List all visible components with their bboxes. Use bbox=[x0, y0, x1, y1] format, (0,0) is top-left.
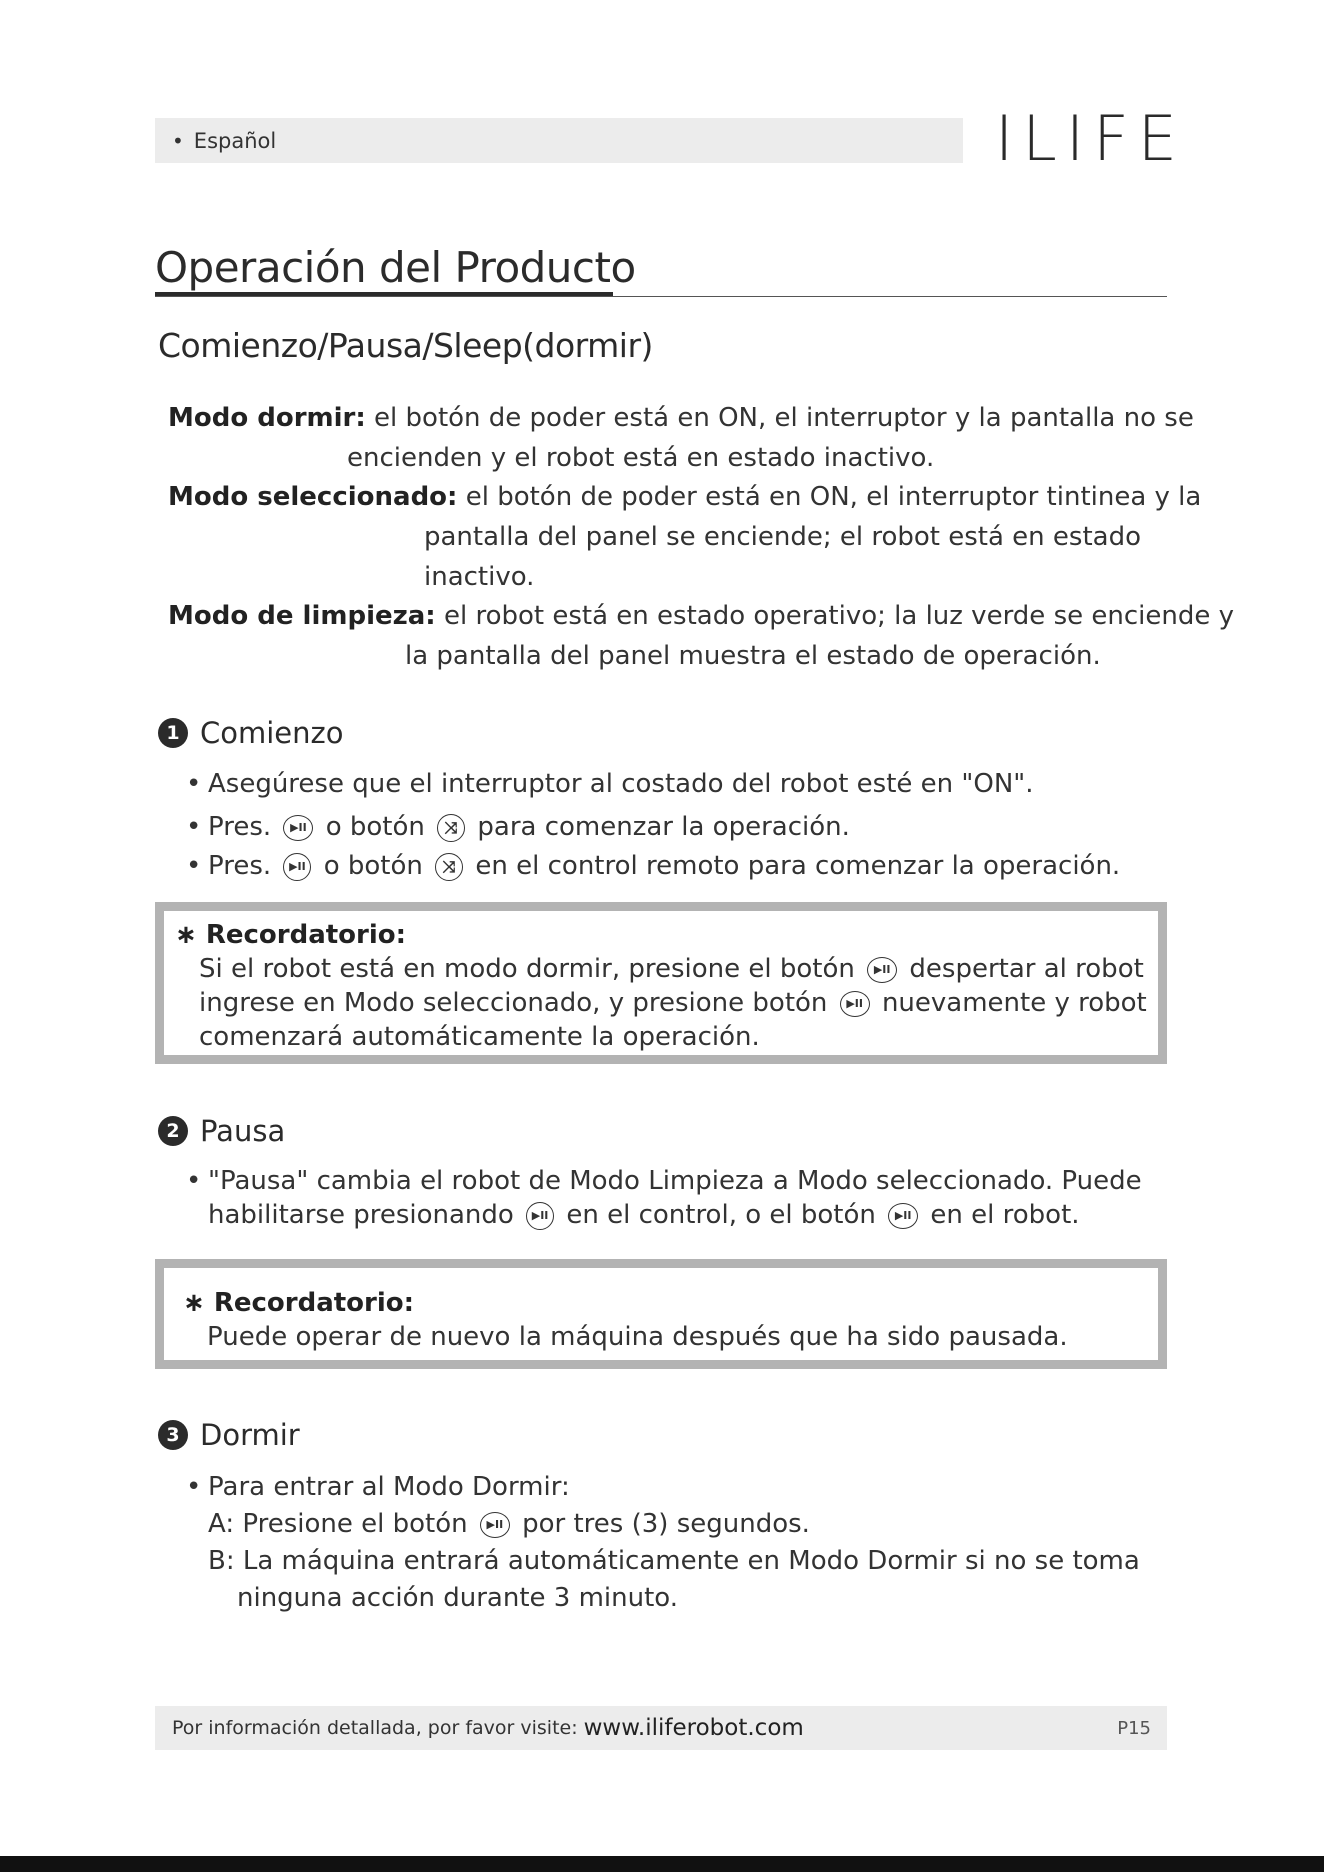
list-item: • Pres. ▶II o botón ⤨ en el control remoto para comenzar la operación. bbox=[186, 851, 1121, 881]
list-item-cont bbox=[186, 1198, 1080, 1232]
list-item: • Pres. ▶II o botón ⤨ para comenzar la operación. bbox=[186, 812, 850, 842]
heading-comienzo bbox=[158, 716, 344, 750]
mode-label: Modo seleccionado: bbox=[168, 482, 458, 512]
heading-text: Dormir bbox=[200, 1418, 300, 1452]
mode-dormir bbox=[168, 398, 1194, 478]
section-title: Comienzo/Pausa/Sleep(dormir) bbox=[158, 326, 653, 365]
bullet-text: B: La máquina entrará automáticamente en Modo Dormir si no se toma bbox=[208, 1546, 1140, 1576]
heading-dormir bbox=[158, 1418, 300, 1452]
number-badge: 1 bbox=[158, 718, 188, 748]
reminder-line bbox=[175, 986, 1158, 1020]
mode-limpieza bbox=[168, 596, 1234, 676]
play-pause-icon: ▶II bbox=[526, 1202, 554, 1230]
play-pause-icon: ▶II bbox=[840, 991, 870, 1017]
mode-text: el botón de poder está en ON, el interruptor y la pantalla no se bbox=[374, 403, 1194, 433]
list-item: • Asegúrese que el interruptor al costado del robot esté en "ON". bbox=[186, 769, 1034, 799]
reminder-line bbox=[175, 952, 1158, 986]
reminder-text: Si el robot está en modo dormir, presione el botón bbox=[199, 954, 855, 984]
bullet-text: por tres (3) segundos. bbox=[522, 1509, 810, 1539]
shuffle-icon: ⤨ bbox=[435, 853, 463, 881]
heading-text: Comienzo bbox=[200, 716, 344, 750]
bullet-text: Pres. bbox=[208, 851, 272, 881]
list-item-cont bbox=[186, 1581, 678, 1615]
bullet-text: "Pausa" cambia el robot de Modo Limpieza a Modo seleccionado. Puede bbox=[208, 1166, 1142, 1196]
bullet-text: para comenzar la operación. bbox=[477, 812, 850, 842]
mode-label: Modo de limpieza: bbox=[168, 601, 436, 631]
mode-text: la pantalla del panel muestra el estado de operación. bbox=[405, 641, 1101, 671]
title-rule bbox=[155, 296, 1167, 297]
page-number: P15 bbox=[1117, 1717, 1151, 1739]
play-pause-icon: ▶II bbox=[867, 957, 897, 983]
footer-text: Por información detallada, por favor visite: bbox=[172, 1717, 578, 1739]
mode-text: el robot está en estado operativo; la luz verde se enciende y bbox=[443, 601, 1234, 631]
language-bar bbox=[155, 118, 963, 163]
bullet-text: en el robot. bbox=[930, 1200, 1080, 1230]
reminder-line: comenzará automáticamente la operación. bbox=[199, 1022, 760, 1052]
reminder-box bbox=[155, 902, 1167, 1064]
list-item-cont bbox=[186, 1507, 810, 1541]
play-pause-icon: ▶II bbox=[888, 1203, 918, 1229]
bullet-text: A: Presione el botón bbox=[208, 1509, 468, 1539]
bullet-text: ninguna acción durante 3 minuto. bbox=[237, 1583, 678, 1613]
reminder-title: ∗ Recordatorio: bbox=[183, 1288, 415, 1318]
bottom-edge bbox=[0, 1856, 1324, 1872]
bullet-text: Para entrar al Modo Dormir: bbox=[208, 1472, 570, 1502]
bullet-text: en el control, o el botón bbox=[566, 1200, 876, 1230]
shuffle-icon: ⤨ bbox=[437, 814, 465, 842]
play-pause-icon: ▶II bbox=[283, 853, 311, 881]
language-label: Español bbox=[193, 128, 277, 153]
bullet-text: habilitarse presionando bbox=[208, 1200, 514, 1230]
reminder-line: Puede operar de nuevo la máquina después que ha sido pausada. bbox=[207, 1322, 1068, 1352]
page-title: Operación del Producto bbox=[155, 243, 636, 292]
brand-logo: ILIFE bbox=[995, 102, 1186, 175]
reminder-box bbox=[155, 1259, 1167, 1369]
mode-text: encienden y el robot está en estado inactivo. bbox=[347, 443, 935, 473]
list-item: • Para entrar al Modo Dormir: bbox=[186, 1472, 570, 1502]
play-pause-icon: ▶II bbox=[283, 815, 313, 841]
mode-text: inactivo. bbox=[424, 562, 535, 592]
reminder-title: ∗ Recordatorio: bbox=[175, 920, 407, 950]
reminder-text: despertar al robot bbox=[909, 954, 1144, 984]
mode-label: Modo dormir: bbox=[168, 403, 366, 433]
bullet-text: Pres. bbox=[208, 812, 272, 842]
website-link[interactable]: www.iliferobot.com bbox=[583, 1715, 804, 1741]
mode-seleccionado bbox=[168, 477, 1201, 597]
bullet-text: o botón bbox=[323, 851, 423, 881]
reminder-text: ingrese en Modo seleccionado, y presione botón bbox=[199, 988, 828, 1018]
bullet-text: Asegúrese que el interruptor al costado del robot esté en "ON". bbox=[208, 769, 1034, 799]
heading-text: Pausa bbox=[200, 1114, 286, 1148]
bullet-text: o botón bbox=[325, 812, 425, 842]
list-item-cont bbox=[186, 1544, 1140, 1578]
mode-text: el botón de poder está en ON, el interruptor tintinea y la bbox=[465, 482, 1202, 512]
heading-pausa bbox=[158, 1114, 285, 1148]
bullet-text: en el control remoto para comenzar la operación. bbox=[475, 851, 1121, 881]
mode-text: pantalla del panel se enciende; el robot está en estado bbox=[424, 522, 1142, 552]
play-pause-icon: ▶II bbox=[480, 1512, 510, 1538]
bullet-dot: • bbox=[172, 128, 184, 153]
number-badge: 2 bbox=[158, 1116, 188, 1146]
reminder-text: nuevamente y robot bbox=[881, 988, 1147, 1018]
footer-bar bbox=[155, 1706, 1167, 1750]
number-badge: 3 bbox=[158, 1420, 188, 1450]
list-item: • "Pausa" cambia el robot de Modo Limpieza a Modo seleccionado. Puede bbox=[186, 1166, 1142, 1196]
